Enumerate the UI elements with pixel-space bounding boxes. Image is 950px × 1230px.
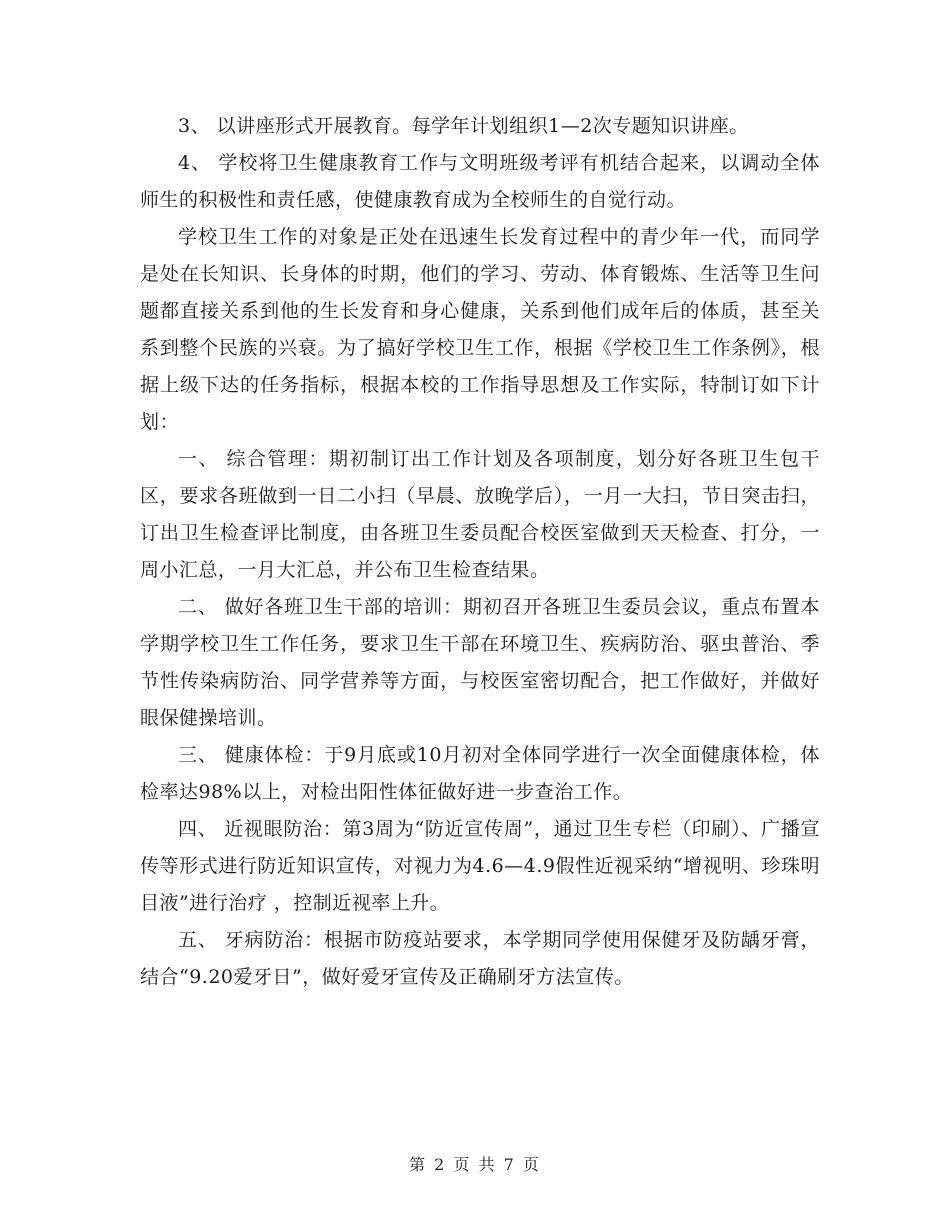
- paragraph: 三、 健康体检：于9月底或10月初对全体同学进行一次全面健康体检，体检率达98%以上，对检出阳性体征做好进一步查治工作。: [140, 744, 820, 803]
- paragraph: 3、 以讲座形式开展教育。每学年计划组织1—2次专题知识讲座。: [178, 115, 749, 137]
- paragraph: 4、 学校将卫生健康教育工作与文明班级考评有机结合起来，以调动全体师生的积极性和责任感，使健康教育成为全校师生的自觉行动。: [140, 152, 820, 211]
- paragraph: 五、 牙病防治：根据市防疫站要求，本学期同学使用保健牙及防龋牙膏，结合“9.20爱牙日”，做好爱牙宣传及正确刷牙方法宣传。: [140, 929, 820, 988]
- paragraph: 四、 近视眼防治：第3周为“防近宣传周”，通过卫生专栏（印刷）、广播宣传等形式进行防近知识宣传，对视力为4.6—4.9假性近视采纳“增视明、珍珠明目液”进行治疗 ，控制近视率上升。: [140, 818, 820, 914]
- paragraph: 一、 综合管理：期初制订出工作计划及各项制度，划分好各班卫生包干区，要求各班做到一日二小扫（早晨、放晚学后），一月一大扫，节日突击扫，订出卫生检查评比制度，由各班卫生委员配合校医室做到天天检查、打分，一周小汇总，一月大汇总，并公布卫生检查结果。: [140, 448, 820, 581]
- page-number-footer: 第 2 页 共 7 页: [409, 1155, 541, 1174]
- paragraph: 学校卫生工作的对象是正处在迅速生长发育过程中的青少年一代，而同学是处在长知识、长身体的时期，他们的学习、劳动、体育锻炼、生活等卫生问题都直接关系到他的生长发育和身心健康，关系到他们成年后的体质，甚至关系到整个民族的兴衰。为了搞好学校卫生工作，根据《学校卫生工作条例》，根据上级下达的任务指标，根据本校的工作指导思想及工作实际，特制订如下计划：: [140, 226, 820, 433]
- document-body: [140, 108, 820, 996]
- paragraph: 二、 做好各班卫生干部的培训：期初召开各班卫生委员会议，重点布置本学期学校卫生工作任务，要求卫生干部在环境卫生、疾病防治、驱虫普治、季节性传染病防治、同学营养等方面，与校医室密切配合，把工作做好，并做好眼保健操培训。: [140, 596, 820, 729]
